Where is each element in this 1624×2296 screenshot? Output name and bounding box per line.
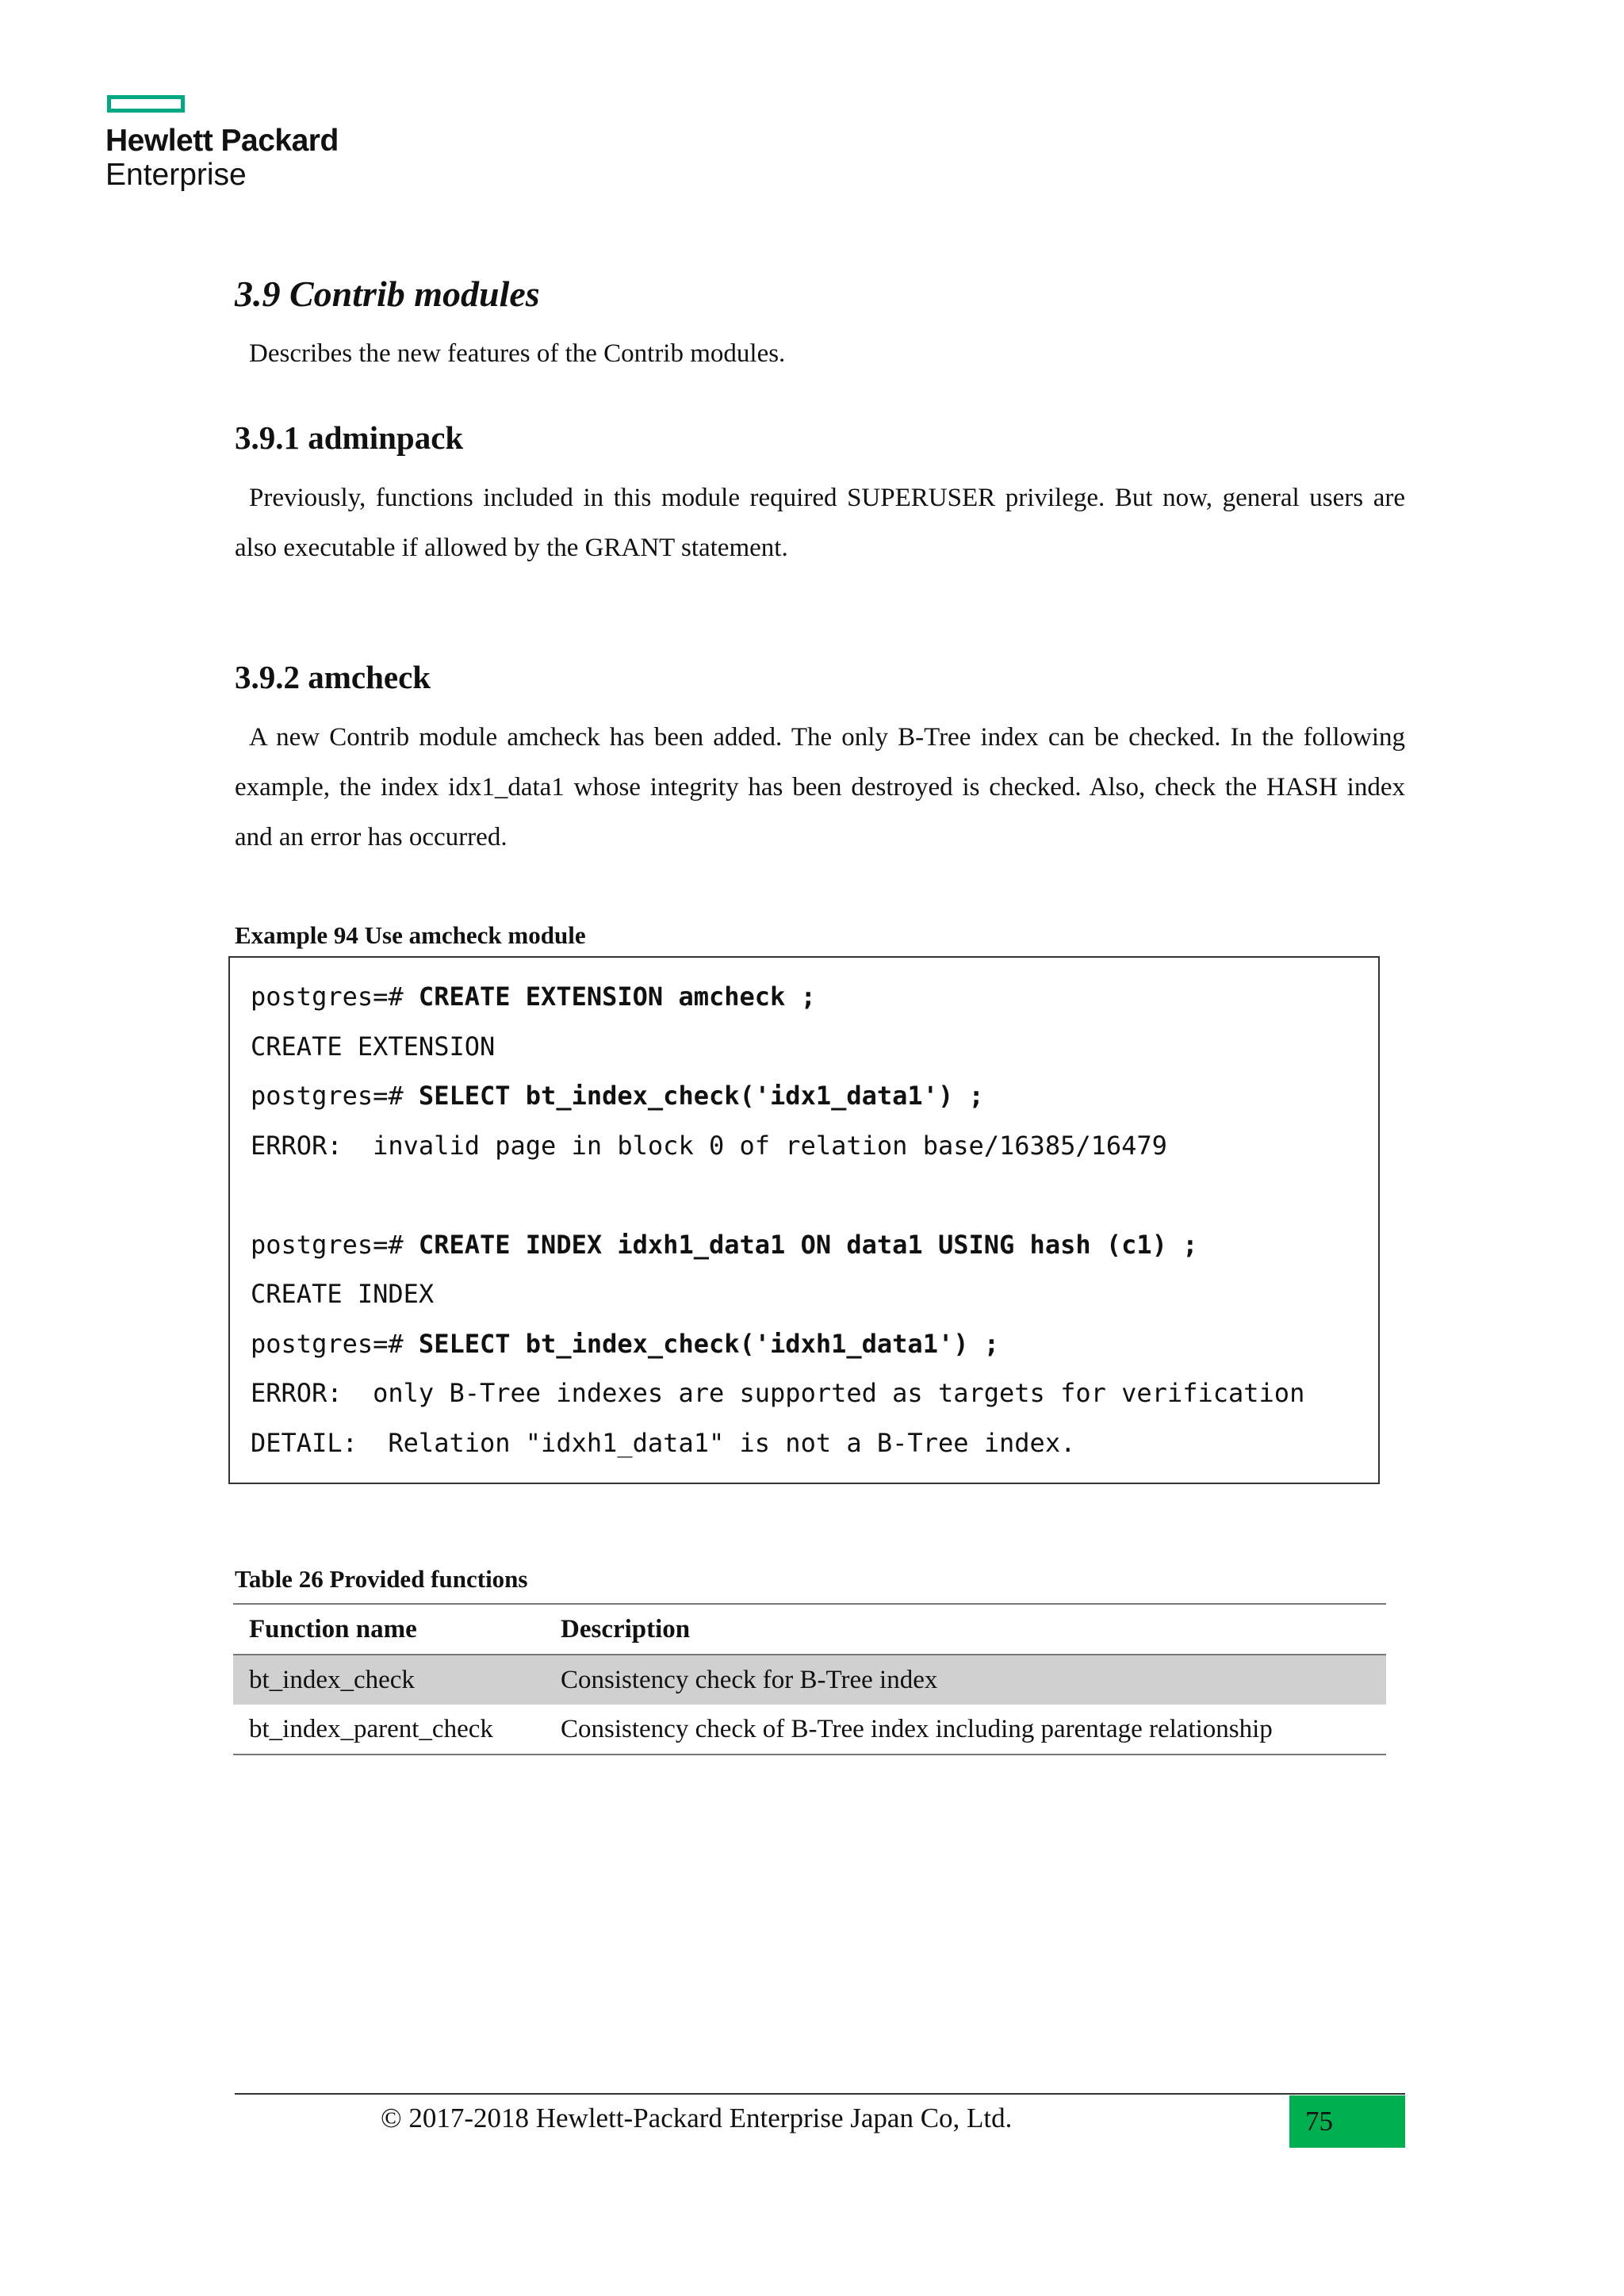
code-output: CREATE INDEX [251, 1279, 435, 1309]
code-line [251, 1319, 1378, 1369]
code-prompt: postgres=# [251, 1229, 419, 1260]
section-description: Describes the new features of the Contrib modules. [249, 339, 786, 368]
code-prompt: postgres=# [251, 982, 419, 1012]
code-output: CREATE EXTENSION [251, 1031, 496, 1062]
functions-table [233, 1603, 1386, 1755]
paragraph-amcheck [235, 713, 1405, 863]
company-logo [105, 95, 375, 192]
subsection-title-amcheck: 3.9.2 amcheck [235, 659, 431, 695]
paragraph-adminpack-text: Previously, functions included in this module required SUPERUSER privilege. But now, general users are also executable if allowed by the GRANT statement. [235, 484, 1405, 562]
table-caption: Table 26 Provided functions [235, 1565, 528, 1593]
code-line [251, 1269, 1378, 1319]
code-prompt: postgres=# [251, 1328, 419, 1359]
footer-copyright: © 2017-2018 Hewlett-Packard Enterprise Japan Co, Ltd. [381, 2103, 1013, 2133]
code-output: DETAIL: Relation "idxh1_data1" is not a B-Tree index. [251, 1427, 1076, 1458]
code-command: CREATE INDEX idxh1_data1 ON data1 USING hash (c1) ; [418, 1229, 1198, 1260]
subsection-title-adminpack: 3.9.1 adminpack [235, 419, 464, 456]
paragraph-adminpack [235, 473, 1405, 573]
table-cell-description: Consistency check for B-Tree index [545, 1655, 1386, 1705]
table-row [233, 1655, 1386, 1705]
footer-divider [235, 2093, 1405, 2095]
code-line [251, 972, 1378, 1022]
column-header-description: Description [545, 1604, 1386, 1655]
logo-text-line1: Hewlett Packard [105, 124, 339, 158]
section-title: 3.9 Contrib modules [235, 274, 540, 314]
code-command: SELECT bt_index_check('idxh1_data1') ; [418, 1328, 1000, 1359]
code-line [251, 1418, 1378, 1468]
code-line [251, 1170, 1378, 1220]
example-caption: Example 94 Use amcheck module [235, 921, 586, 949]
column-header-function-name: Function name [233, 1604, 545, 1655]
code-line [251, 1071, 1378, 1121]
code-command: CREATE EXTENSION amcheck ; [418, 982, 816, 1012]
logo-mark-icon [107, 95, 185, 113]
paragraph-amcheck-text: A new Contrib module amcheck has been added. The only B-Tree index can be checked. In the following example, the index idx1_data1 whose integrity has been destroyed is checked. Also, check the HASH index and an error has occurred. [235, 723, 1405, 851]
table-cell-function: bt_index_parent_check [233, 1705, 545, 1755]
table-row [233, 1705, 1386, 1755]
code-output: ERROR: invalid page in block 0 of relation base/16385/16479 [251, 1130, 1167, 1161]
code-line [251, 1368, 1378, 1418]
code-command: SELECT bt_index_check('idx1_data1') ; [418, 1081, 984, 1111]
code-line [251, 1121, 1378, 1171]
logo-text-line2: Enterprise [105, 158, 247, 192]
table-header-row [233, 1604, 1386, 1655]
code-line [251, 1022, 1378, 1072]
table-cell-description: Consistency check of B-Tree index including parentage relationship [545, 1705, 1386, 1755]
code-prompt: postgres=# [251, 1081, 419, 1111]
page-number: 75 [1289, 2095, 1405, 2148]
code-line [251, 1220, 1378, 1270]
code-example-box [228, 956, 1380, 1484]
code-output: ERROR: only B-Tree indexes are supported as targets for verification [251, 1378, 1305, 1408]
table-cell-function: bt_index_check [233, 1655, 545, 1705]
